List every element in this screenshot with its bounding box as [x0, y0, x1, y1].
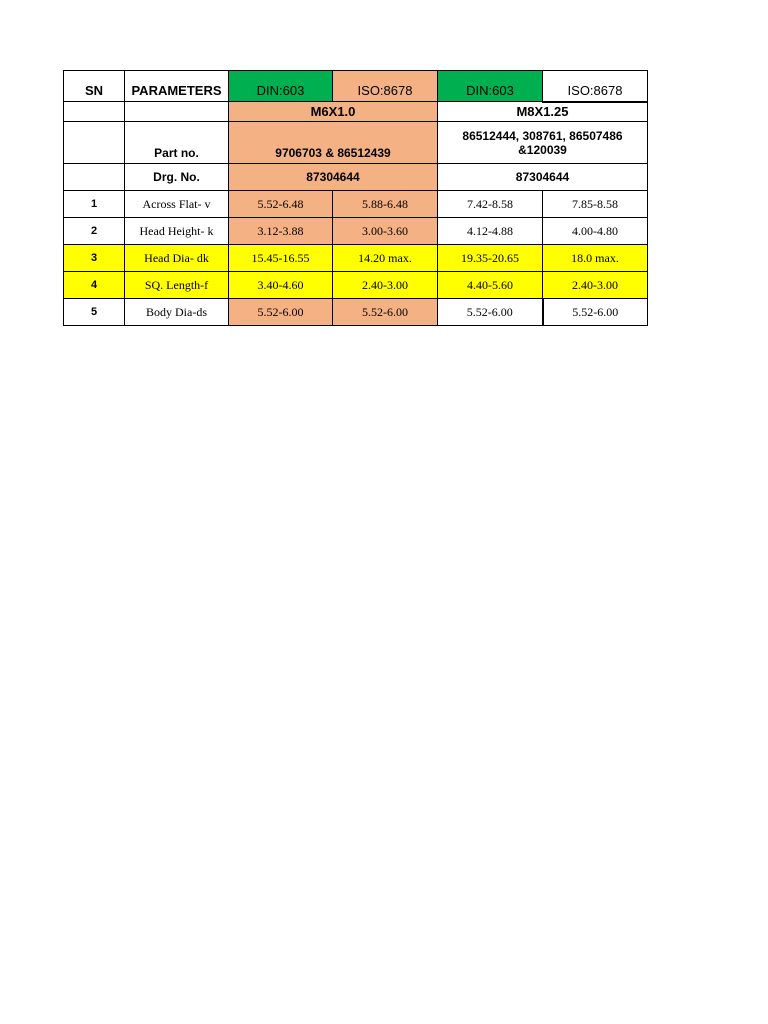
row-param: Body Dia-ds: [125, 299, 229, 326]
row-value: 5.88-6.48: [333, 191, 438, 218]
row-value: 3.40-4.60: [229, 272, 333, 299]
part-no-row: [64, 122, 648, 164]
part-no-label: Part no.: [125, 122, 229, 164]
row-value: 14.20 max.: [333, 245, 438, 272]
row-value: 5.52-6.00: [333, 299, 438, 326]
size-m6: M6X1.0: [229, 102, 438, 122]
drg-no-m8: 87304644: [438, 164, 648, 191]
table-row-highlighted: [64, 272, 648, 299]
part-no-m8: 86512444, 308761, 86507486 &120039: [438, 122, 648, 164]
spec-table: [63, 70, 648, 326]
row-value: 2.40-3.00: [543, 272, 648, 299]
row-sn: 3: [64, 245, 125, 272]
row-param: Head Dia- dk: [125, 245, 229, 272]
row-value: 4.12-4.88: [438, 218, 543, 245]
row-value: 3.12-3.88: [229, 218, 333, 245]
row-param: Across Flat- v: [125, 191, 229, 218]
row-sn: 4: [64, 272, 125, 299]
row-value: 3.00-3.60: [333, 218, 438, 245]
row-value: 7.85-8.58: [543, 191, 648, 218]
row-sn: 1: [64, 191, 125, 218]
drg-no-row: [64, 164, 648, 191]
row-value: 2.40-3.00: [333, 272, 438, 299]
drg-no-label: Drg. No.: [125, 164, 229, 191]
table-row-highlighted: [64, 245, 648, 272]
row-value: 5.52-6.48: [229, 191, 333, 218]
row-value: 4.00-4.80: [543, 218, 648, 245]
table-row: [64, 218, 648, 245]
row-value: 7.42-8.58: [438, 191, 543, 218]
header-iso-m6: ISO:8678: [333, 71, 438, 102]
drg-no-m6: 87304644: [229, 164, 438, 191]
row-param: Head Height- k: [125, 218, 229, 245]
row-value: 4.40-5.60: [438, 272, 543, 299]
table-row: [64, 299, 648, 326]
header-iso-m8: ISO:8678: [543, 71, 648, 102]
row-value: 5.52-6.00: [229, 299, 333, 326]
header-row: [64, 71, 648, 102]
header-parameters: PARAMETERS: [125, 71, 229, 102]
row-value: 5.52-6.00: [543, 299, 648, 326]
size-row: [64, 102, 648, 122]
row-sn: 5: [64, 299, 125, 326]
table-row: [64, 191, 648, 218]
header-sn: SN: [64, 71, 125, 102]
row-sn: 2: [64, 218, 125, 245]
size-sn-empty: [64, 102, 125, 122]
part-sn-empty: [64, 122, 125, 164]
row-value: 15.45-16.55: [229, 245, 333, 272]
size-param-empty: [125, 102, 229, 122]
row-param: SQ. Length-f: [125, 272, 229, 299]
drg-sn-empty: [64, 164, 125, 191]
row-value: 5.52-6.00: [438, 299, 543, 326]
row-value: 19.35-20.65: [438, 245, 543, 272]
size-m8: M8X1.25: [438, 102, 648, 122]
header-din-m8: DIN:603: [438, 71, 543, 102]
header-din-m6: DIN:603: [229, 71, 333, 102]
row-value: 18.0 max.: [543, 245, 648, 272]
part-no-m6: 9706703 & 86512439: [229, 122, 438, 164]
